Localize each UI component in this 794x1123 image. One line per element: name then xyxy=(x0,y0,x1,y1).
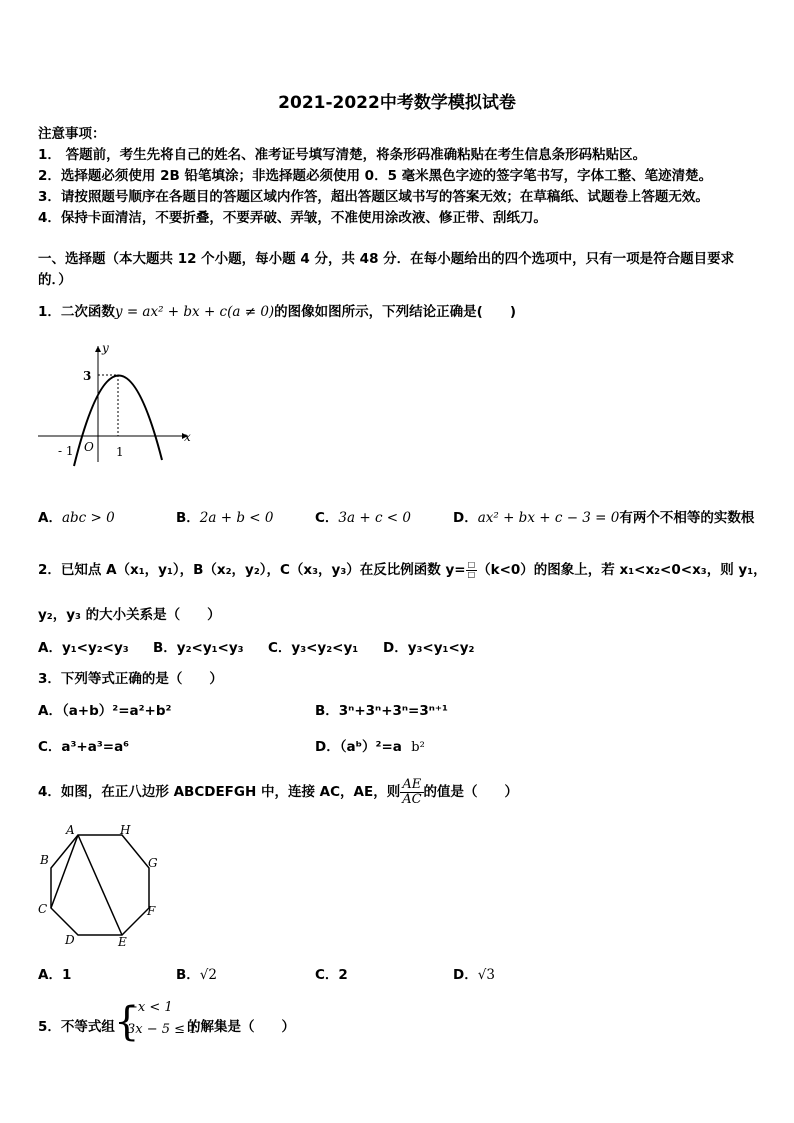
notice-item-4: 4．保持卡面清洁，不要折叠，不要弄破、弄皱，不准使用涂改液、修正带、刮纸刀。 xyxy=(38,210,547,226)
vertex-c: C xyxy=(38,902,48,916)
q2-fraction-placeholder: $\frac{□}{□}$ xyxy=(467,560,476,579)
q4-fraction: $\frac{AE}{AC}$ xyxy=(402,777,422,807)
q2-option-c[interactable]: C．y₃<y₂<y₁ xyxy=(268,640,359,656)
vertex-h: H xyxy=(120,823,131,837)
q5-row-1: −x < 1 xyxy=(127,1000,173,1015)
q2-option-d[interactable]: D．y₃<y₁<y₂ xyxy=(383,640,475,656)
q1-suffix: 的图像如图所示，下列结论正确是( ) xyxy=(274,304,517,320)
x-axis-label: x xyxy=(184,430,191,444)
notice-item-3: 3．请按照题号顺序在各题目的答题区域内作答，超出答题区域书写的答案无效；在草稿纸、试题卷上答题无效。 xyxy=(38,189,709,205)
q5-brace: { xyxy=(114,999,140,1045)
vertex-g: G xyxy=(148,856,158,870)
q1-option-c[interactable]: C．3a + c < 0 xyxy=(315,510,411,526)
q2-option-b[interactable]: B．y₂<y₁<y₃ xyxy=(153,640,244,656)
y-axis-label: y xyxy=(102,341,109,355)
q3-option-c[interactable]: C．a³+a³=a⁶ xyxy=(38,739,130,755)
origin-label: O xyxy=(84,440,94,454)
q1-parabola-graph xyxy=(30,338,200,468)
q4-option-b[interactable]: B．√2 xyxy=(176,967,217,983)
q4-option-d[interactable]: D．√3 xyxy=(453,967,495,983)
q4-option-a[interactable]: A．1 xyxy=(38,967,72,983)
q3-option-b[interactable]: B．3ⁿ+3ⁿ+3ⁿ=3ⁿ⁺¹ xyxy=(315,703,448,719)
label-3: 3 xyxy=(83,369,92,383)
vertex-b: B xyxy=(40,853,49,867)
vertex-f: F xyxy=(147,904,156,918)
q5-prefix: 5．不等式组 xyxy=(38,1019,115,1035)
section-heading-line-2: 的．） xyxy=(38,272,72,288)
notice-item-1: 1． 答题前，考生先将自己的姓名、准考证号填写清楚，将条形码准确粘贴在考生信息条形码粘贴区。 xyxy=(38,147,647,163)
q3-option-a[interactable]: A．（a+b）²=a²+b² xyxy=(38,703,172,719)
q1-formula: y = ax² + bx + c(a ≠ 0) xyxy=(114,304,275,320)
section-heading-line-1: 一、选择题（本大题共 12 个小题，每小题 4 分，共 48 分．在每小题给出的四个选项中，只有一项是符合题目要求 xyxy=(38,251,735,267)
label-1: 1 xyxy=(116,445,124,459)
vertex-a: A xyxy=(66,823,75,837)
q3-stem: 3．下列等式正确的是（ ） xyxy=(38,671,223,687)
label-neg1: - 1 xyxy=(58,444,74,458)
q4-stem: 4．如图，在正八边形 ABCDEFGH 中，连接 AC，AE，则 $\frac{AE}{AC}$ 的值是（ ） xyxy=(38,777,519,807)
q2-option-a[interactable]: A．y₁<y₂<y₃ xyxy=(38,640,129,656)
vertex-d: D xyxy=(65,933,75,947)
q1-option-d[interactable]: D．ax² + bx + c − 3 = 0有两个不相等的实数根 xyxy=(453,510,755,526)
q1-stem xyxy=(38,300,516,320)
q4-octagon-figure xyxy=(34,822,164,952)
q1-prefix: 1．二次函数 xyxy=(38,304,115,320)
q1-option-a[interactable]: A．abc > 0 xyxy=(38,510,115,526)
segment-ac xyxy=(51,835,78,908)
q5-row-2: 3x − 5 ≤ 1 xyxy=(127,1022,198,1037)
vertex-e: E xyxy=(118,935,127,949)
q2-stem-line-1: 2．已知点 A（x₁，y₁），B（x₂，y₂），C（x₃，y₃）在反比例函数 y= $\frac{□}{□}$ （k<0）的图象上，若 x₁<x₂<0<x₃，则 y₁， xyxy=(38,560,767,579)
notice-item-2: 2．选择题必须使用 2B 铅笔填涂；非选择题必须使用 0．5 毫米黑色字迹的签字笔书写，字体工整、笔迹清楚。 xyxy=(38,168,713,184)
notice-heading: 注意事项： xyxy=(38,126,106,142)
q4-option-c[interactable]: C．2 xyxy=(315,967,348,983)
segment-ae xyxy=(78,835,122,935)
page-title: 2021-2022中考数学模拟试卷 xyxy=(278,93,516,113)
q1-option-b[interactable]: B．2a + b < 0 xyxy=(176,510,274,526)
q2-stem-line-2: y₂，y₃ 的大小关系是（ ） xyxy=(38,607,221,623)
q3-option-d[interactable]: D．（aᵇ）²=a b² xyxy=(315,739,425,755)
q5-suffix: 的解集是（ ） xyxy=(187,1019,295,1035)
